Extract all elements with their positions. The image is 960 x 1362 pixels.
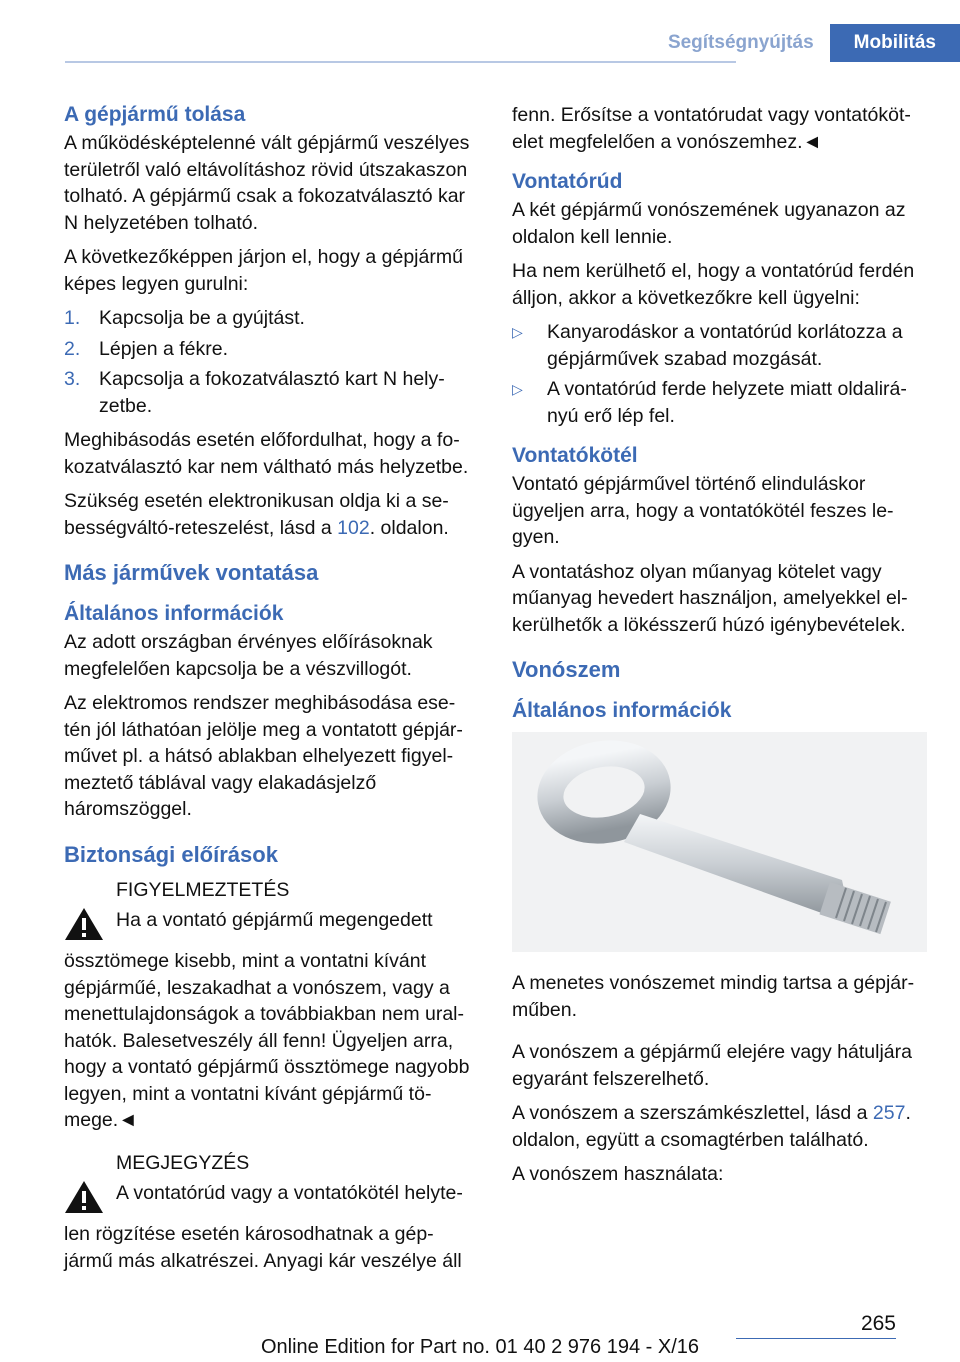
section-title-towing-others: Más járművek vontatása — [64, 560, 319, 585]
paragraph: A vonószem használata: — [512, 1163, 724, 1185]
warning-triangle-icon — [64, 877, 116, 949]
paragraph: A menetes vonószemet mindig tartsa a gépjár‐műben. — [512, 972, 915, 1021]
paragraph: Vontató gépjárművel történő elinduláskor ügyeljen arra, hogy a vontatókötél feszes le‐gyen. — [512, 473, 894, 548]
warning-label: FIGYELMEZTETÉS — [116, 878, 290, 901]
tow-eye-image — [512, 732, 927, 952]
bullet-list — [512, 319, 927, 429]
step-text: Kapcsolja a fokozatválasztó kart N hely‐zetbe. — [99, 368, 445, 417]
list-item — [64, 305, 479, 332]
paragraph — [64, 488, 479, 541]
paragraph: A működésképtelenné vált gépjármű veszélyes területről való eltávolításhoz rövid útszakaszon tolható. A gépjármű csak a fokozatválasztó kar N helyzetében tolható. — [64, 132, 470, 234]
paragraph: Az adott országban érvényes előírásoknak megfelelően kapcsolja be a vészvillogót. — [64, 631, 433, 680]
note-first-line: A vontatórúd vagy a vontatókötél helyte‐ — [116, 1182, 463, 1204]
paragraph-text: . oldalon, együtt a csomagtérben található. — [512, 1102, 911, 1151]
paragraph: A vonószem a gépjármű elejére vagy hátuljára egyaránt felszerelhető. — [512, 1041, 912, 1090]
page-link-102[interactable]: 102 — [337, 516, 370, 539]
paragraph: Az elektromos rendszer meghibásodása ese‐tén jól láthatóan jelölje meg a vontatott gépjár‐művet pl. a hátsó ablakban elhelyezett figyel‐meztető táblával vagy elakadásjelző háromszöggel. — [64, 692, 463, 820]
page-link-257[interactable]: 257 — [872, 1102, 906, 1124]
section-title-safety: Biztonsági előírások — [64, 841, 278, 867]
warning-first-line: Ha a vontató gépjármű megengedett — [116, 909, 433, 931]
section-title-tow-bar: Vontatórúd — [512, 170, 623, 193]
bullet-text: A vontatórúd ferde helyzete miatt oldalirá‐nyú erő lép fel. — [547, 378, 907, 427]
subsection-title-general: Általános információk — [512, 699, 732, 722]
warning-lines — [116, 877, 479, 949]
tab-mobilitas[interactable]: Mobilitás — [830, 24, 960, 62]
section-title-tow-rope: Vontatókötél — [512, 444, 638, 467]
paragraph-text: Szükség esetén elektronikusan oldja ki a se‐bességváltó-reteszelést, lásd a — [64, 490, 449, 539]
section-title-pushing: A gépjármű tolása — [64, 103, 246, 126]
step-text: Lépjen a fékre. — [99, 337, 229, 360]
triangle-bullet-icon: ▷ — [512, 381, 523, 397]
steps-list — [64, 305, 479, 419]
page-number: 265 — [860, 1312, 896, 1335]
header-rule — [65, 61, 736, 63]
note-label: MEGJEGYZÉS — [116, 1151, 250, 1174]
list-item — [64, 366, 479, 419]
warning-triangle-icon — [64, 1150, 116, 1222]
right-column — [512, 102, 927, 1196]
footer-edition: Online Edition for Part no. 01 40 2 976 194 - X/16 — [260, 1336, 700, 1358]
paragraph-text: A vonószem a szerszámkészlettel, lásd a — [512, 1102, 873, 1124]
left-column — [64, 102, 479, 1282]
step-text: Kapcsolja be a gyújtást. — [99, 307, 305, 329]
subsection-title-general: Általános információk — [64, 602, 284, 625]
header-tabs — [652, 24, 960, 62]
paragraph: fenn. Erősítse a vontatórudat vagy vontatóköt‐elet megfelelően a vonószemhez.◄ — [512, 104, 911, 153]
bullet-text: Kanyarodáskor a vontatórúd korlátozza a gépjárművek szabad mozgását. — [547, 321, 903, 370]
warning-head — [64, 877, 479, 949]
list-item — [64, 336, 479, 363]
paragraph-text: . oldalon. — [369, 516, 449, 539]
paragraph: A vontatáshoz olyan műanyag kötelet vagy műanyag hevedert használjon, amelyekkel el‐kerülhetők a lökésszerű húzó igénybevételek. — [512, 560, 908, 636]
list-item — [512, 319, 927, 372]
step-number: 2. — [64, 337, 81, 360]
section-title-tow-eye: Vonószem — [512, 657, 621, 682]
paragraph: Ha nem kerülhető el, hogy a vontatórúd ferdén álljon, akkor a következőkre kell ügyelni: — [512, 260, 915, 309]
note-text: len rögzítése esetén károsodhatnak a gép‐jármű más alkatrészei. Anyagi kár veszélye áll — [64, 1223, 462, 1272]
note-block — [64, 1150, 479, 1275]
note-lines — [116, 1150, 479, 1222]
step-number: 3. — [64, 368, 81, 390]
warning-text: össztömege kisebb, mint a vontatni kívánt gépjárműé, leszakadhat a vonószem, vagy a menettulajdonságok a továbbiakban nem ural‐hatók. Balesetveszély áll fenn! Ügyeljen arra, hogy a vontató gépjármű össztömege nagyobb legyen, mint a vontatni kívánt gépjármű tö‐mege.◄ — [64, 950, 470, 1131]
warning-block — [64, 877, 479, 1134]
paragraph: A következőképpen járjon el, hogy a gépjármű képes legyen gurulni: — [64, 246, 463, 295]
step-number: 1. — [64, 307, 81, 329]
paragraph: A két gépjármű vonószemének ugyanazon az oldalon kell lennie. — [512, 199, 906, 248]
note-head — [64, 1150, 479, 1222]
triangle-bullet-icon: ▷ — [512, 324, 523, 340]
tab-segitsegnyujtas[interactable]: Segítségnyújtás — [667, 32, 814, 53]
paragraph: Meghibásodás esetén előfordulhat, hogy a fo‐kozatválasztó kar nem váltható más helyzetbe. — [64, 429, 469, 478]
list-item — [512, 376, 927, 429]
paragraph — [512, 1100, 927, 1153]
